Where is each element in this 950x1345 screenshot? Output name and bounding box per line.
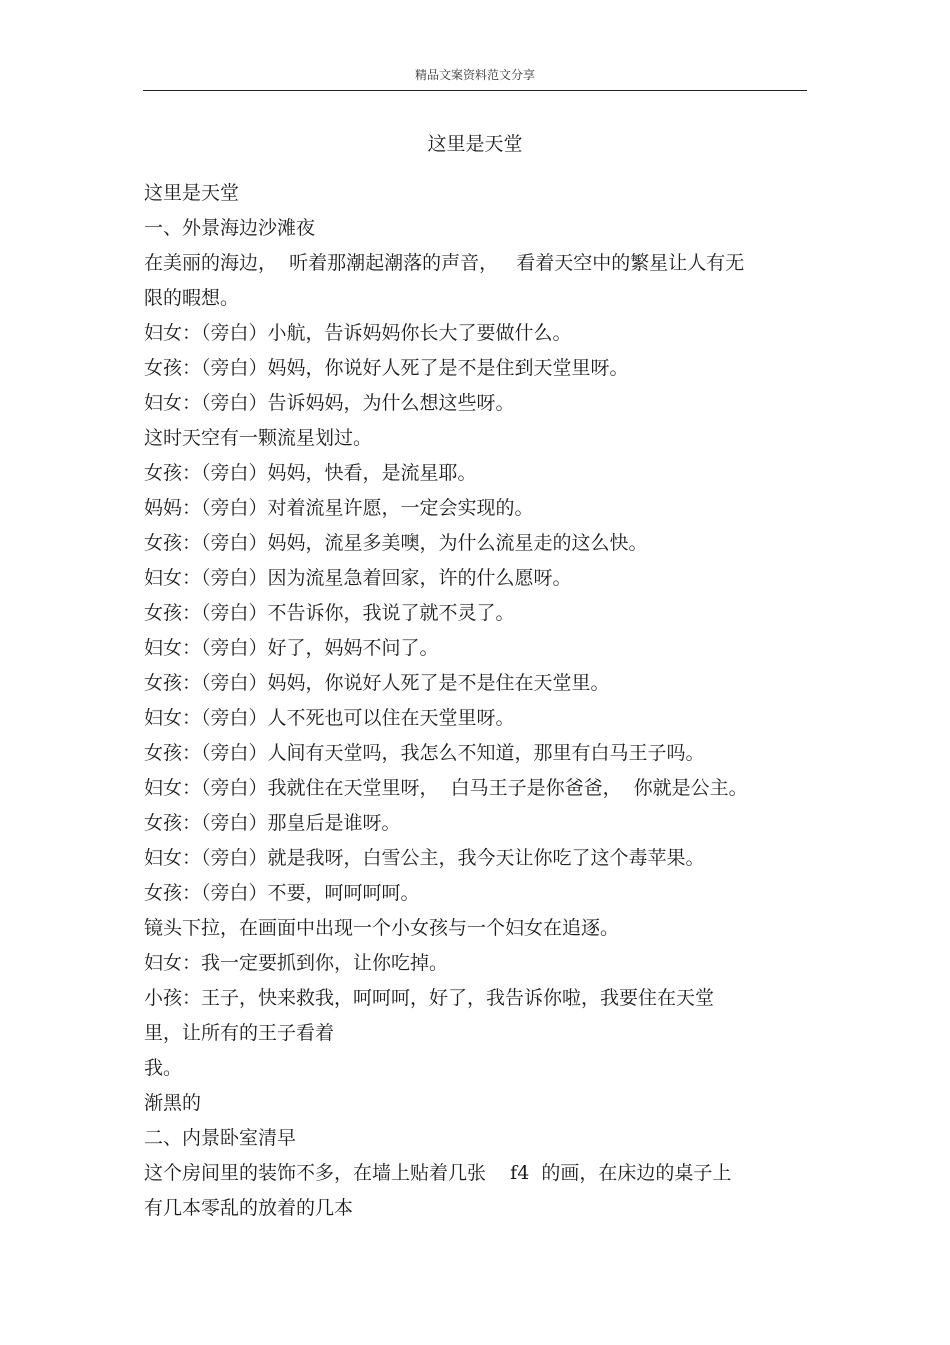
text-line: 渐黑的	[144, 1092, 202, 1114]
text-line: 女孩：（旁白）妈妈，你说好人死了是不是住在天堂里。	[144, 672, 610, 694]
text-line: 妇女：我一定要抓到你，让你吃掉。	[144, 952, 449, 974]
text-line: 妇女：（旁白）就是我呀，白雪公主，我今天让你吃了这个毒苹果。	[144, 847, 705, 869]
text-line: 镜头下拉，在画面中出现一个小女孩与一个妇女在追逐。	[144, 917, 620, 939]
page-header: 精品文案资料范文分享	[414, 68, 535, 82]
header-rule	[143, 90, 807, 91]
text-line: 妇女：（旁白）我就住在天堂里呀， 白马王子是你爸爸， 你就是公主。	[144, 777, 748, 799]
text-line: 妇女：（旁白）告诉妈妈，为什么想这些呀。	[144, 392, 515, 414]
text-line: 限的暇想。	[144, 287, 240, 309]
text-line: 女孩：（旁白）人间有天堂吗，我怎么不知道，那里有白马王子吗。	[144, 742, 705, 764]
text-line: 这时天空有一颗流星划过。	[144, 427, 373, 449]
text-line: 女孩：（旁白）那皇后是谁呀。	[144, 812, 401, 834]
text-line: 有几本零乱的放着的几本	[144, 1197, 354, 1219]
text-line: 里，让所有的王子看着	[144, 1022, 335, 1044]
text-line: 二、内景卧室清早	[144, 1127, 297, 1149]
text-line: 一、外景海边沙滩夜	[144, 217, 316, 239]
text-line: 在美丽的海边， 听着那潮起潮落的声音， 看着天空中的繁星让人有无	[144, 252, 745, 274]
text-line: 女孩：（旁白）不告诉你，我说了就不灵了。	[144, 602, 515, 624]
document-body	[144, 176, 804, 1226]
text-line: 我。	[144, 1057, 183, 1079]
document-title: 这里是天堂	[427, 133, 523, 155]
text-line: 小孩：王子，快来救我，呵呵呵，好了，我告诉你啦，我要住在天堂	[144, 987, 715, 1009]
text-line: 这里是天堂	[144, 182, 240, 204]
text-line: 女孩：（旁白）妈妈，快看，是流星耶。	[144, 462, 477, 484]
text-line: 妇女：（旁白）人不死也可以住在天堂里呀。	[144, 707, 515, 729]
text-line: 女孩：（旁白）不要，呵呵呵呵。	[144, 882, 420, 904]
text-line: 妇女：（旁白）好了，妈妈不问了。	[144, 637, 439, 659]
text-line: 女孩：（旁白）妈妈，你说好人死了是不是住到天堂里呀。	[144, 357, 629, 379]
text-line: 妈妈：（旁白）对着流星许愿，一定会实现的。	[144, 497, 534, 519]
text-line: 妇女：（旁白）因为流星急着回家，许的什么愿呀。	[144, 567, 572, 589]
text-line: 女孩：（旁白）妈妈，流星多美噢，为什么流星走的这么快。	[144, 532, 648, 554]
text-line: 这个房间里的装饰不多，在墙上贴着几张 f4 的画，在床边的桌子上	[144, 1162, 732, 1184]
text-line: 妇女：（旁白）小航，告诉妈妈你长大了要做什么。	[144, 322, 572, 344]
